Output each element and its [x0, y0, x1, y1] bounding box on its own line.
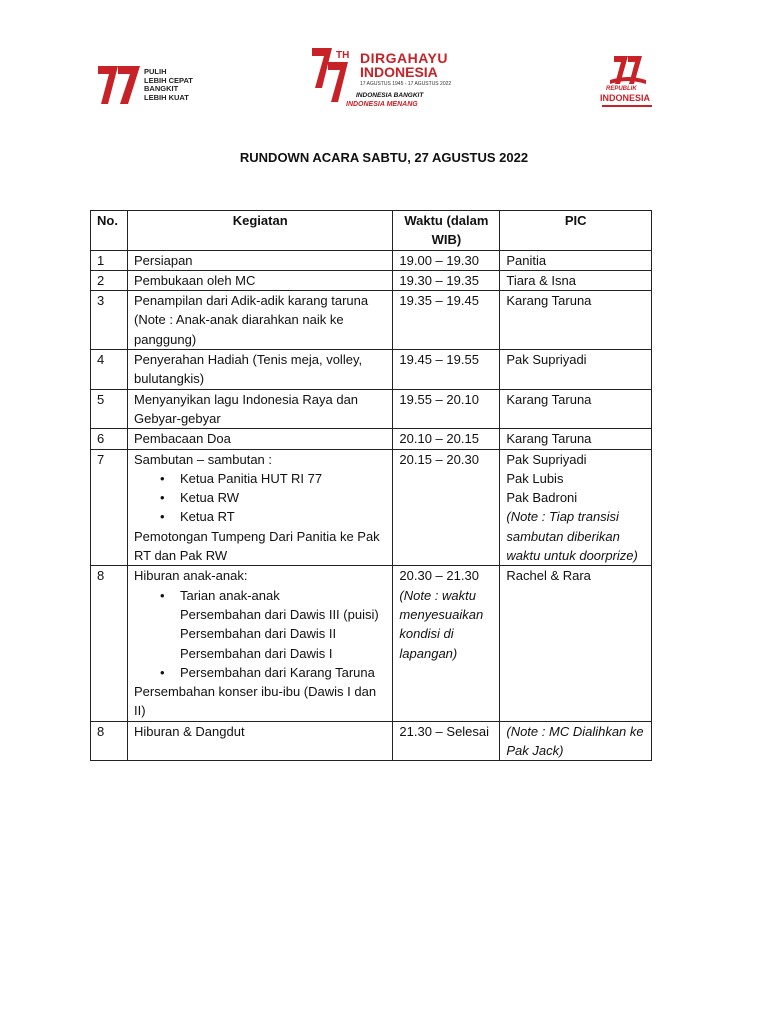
header-no: No.	[91, 211, 128, 251]
cell-waktu: 21.30 – Selesai	[393, 721, 500, 761]
table-row	[91, 350, 652, 390]
cell-no: 4	[91, 350, 128, 390]
table-row	[91, 566, 652, 721]
kegiatan-text: Penampilan dari Adik-adik karang taruna	[133, 293, 369, 309]
waktu-text: 20.30 – 21.30	[399, 568, 479, 584]
logo-underline	[602, 105, 652, 107]
logo-indonesia-text: INDONESIA	[600, 93, 651, 103]
cell-waktu	[393, 566, 500, 721]
cell-pic: Tiara & Isna	[500, 270, 652, 290]
table-row	[91, 270, 652, 290]
dirgahayu-logo	[308, 44, 458, 114]
cell-waktu: 19.30 – 19.35	[393, 270, 500, 290]
cell-pic: Karang Taruna	[500, 389, 652, 429]
sambutan-list	[134, 469, 386, 527]
cell-no: 1	[91, 250, 128, 270]
table-row	[91, 389, 652, 429]
logo-ri-mark-icon	[608, 50, 648, 90]
cell-waktu: 20.10 – 20.15	[393, 429, 500, 449]
header-logos	[0, 0, 768, 130]
logo-slogan-menang: INDONESIA MENANG	[346, 101, 418, 108]
hut-ri-77-logo	[96, 58, 206, 110]
cell-pic	[500, 449, 652, 566]
logo-line-dirgahayu: DIRGAHAYU	[360, 50, 448, 66]
rundown-table	[90, 210, 652, 761]
cell-kegiatan: Penyerahan Hadiah (Tenis meja, volley, bulutangkis)	[127, 350, 392, 390]
table-header-row	[91, 211, 652, 251]
cell-waktu: 19.00 – 19.30	[393, 250, 500, 270]
cell-no: 2	[91, 270, 128, 290]
cell-no: 3	[91, 291, 128, 350]
list-item: • Ketua RW	[180, 488, 386, 507]
cell-waktu: 19.35 – 19.45	[393, 291, 500, 350]
kegiatan-text: Sambutan – sambutan :	[133, 451, 273, 467]
hiburan-list-2	[134, 663, 386, 682]
pic-note: (Note : Tiap transisi sambutan diberikan waktu untuk doorprize)	[506, 509, 638, 564]
kegiatan-text-after: Persembahan konser ibu-ibu (Dawis I dan II)	[133, 684, 377, 719]
kegiatan-note: (Note : Anak-anak diarahkan naik ke panggung)	[133, 312, 344, 347]
cell-pic: Karang Taruna	[500, 291, 652, 350]
page-title: RUNDOWN ACARA SABTU, 27 AGUSTUS 2022	[239, 150, 529, 165]
cell-no: 5	[91, 389, 128, 429]
list-item: • Persembahan dari Karang Taruna	[180, 663, 386, 682]
table-row	[91, 429, 652, 449]
pic-name: Pak Badroni	[506, 490, 578, 506]
cell-kegiatan: Pembacaan Doa	[127, 429, 392, 449]
table-row	[91, 291, 652, 350]
svg-text:TH: TH	[336, 50, 350, 61]
cell-no: 8	[91, 566, 128, 721]
logo-dates: 17 AGUSTUS 1945 - 17 AGUSTUS 2022	[360, 81, 452, 87]
cell-pic: Pak Supriyadi	[500, 350, 652, 390]
table-row	[91, 449, 652, 566]
cell-kegiatan: Hiburan & Dangdut	[127, 721, 392, 761]
cell-kegiatan	[127, 291, 392, 350]
cell-waktu: 19.45 – 19.55	[393, 350, 500, 390]
header-waktu: Waktu (dalam WIB)	[393, 211, 500, 251]
cell-kegiatan	[127, 449, 392, 566]
header-kegiatan: Kegiatan	[127, 211, 392, 251]
cell-pic: Rachel & Rara	[500, 566, 652, 721]
cell-kegiatan: Menyanyikan lagu Indonesia Raya dan Gebyar-gebyar	[127, 389, 392, 429]
cell-pic: Karang Taruna	[500, 429, 652, 449]
sub-line: Persembahan dari Dawis I	[179, 645, 333, 661]
sub-line: Persembahan dari Dawis II	[179, 626, 337, 642]
cell-no: 7	[91, 449, 128, 566]
kegiatan-text-after: Pemotongan Tumpeng Dari Panitia ke Pak RT dan Pak RW	[133, 528, 380, 564]
cell-pic: Panitia	[500, 250, 652, 270]
cell-kegiatan: Persiapan	[127, 250, 392, 270]
cell-waktu: 19.55 – 20.10	[393, 389, 500, 429]
logo-tagline: PULIH LEBIH CEPAT BANGKIT LEBIH KUAT	[144, 67, 193, 102]
logo-slogan-bangkit: INDONESIA BANGKIT	[356, 92, 424, 99]
logo-republik-text: REPUBLIK	[606, 86, 637, 92]
logo-77-mark-icon	[96, 58, 142, 108]
cell-kegiatan	[127, 566, 392, 721]
cell-no: 8	[91, 721, 128, 761]
pic-name: Pak Lubis	[506, 470, 564, 486]
cell-no: 6	[91, 429, 128, 449]
hiburan-list-1	[134, 586, 386, 605]
table-row	[91, 721, 652, 761]
pic-name: Pak Supriyadi	[506, 451, 587, 467]
cell-kegiatan: Pembukaan oleh MC	[127, 270, 392, 290]
header-pic: PIC	[500, 211, 652, 251]
list-item: • Tarian anak-anak	[180, 586, 386, 605]
sub-line: Persembahan dari Dawis III (puisi)	[179, 606, 379, 622]
cell-pic: (Note : MC Dialihkan ke Pak Jack)	[500, 721, 652, 761]
kegiatan-text: Hiburan anak-anak:	[133, 568, 248, 584]
logo-77th-mark-icon	[308, 44, 358, 106]
list-item: • Ketua RT	[180, 507, 386, 526]
list-item: • Ketua Panitia HUT RI 77	[180, 469, 386, 488]
table-row	[91, 250, 652, 270]
republik-indonesia-logo	[594, 50, 662, 112]
cell-waktu: 20.15 – 20.30	[393, 449, 500, 566]
logo-line-indonesia: INDONESIA	[360, 64, 438, 80]
waktu-note: (Note : waktu menyesuaikan kondisi di lapangan)	[399, 587, 484, 661]
